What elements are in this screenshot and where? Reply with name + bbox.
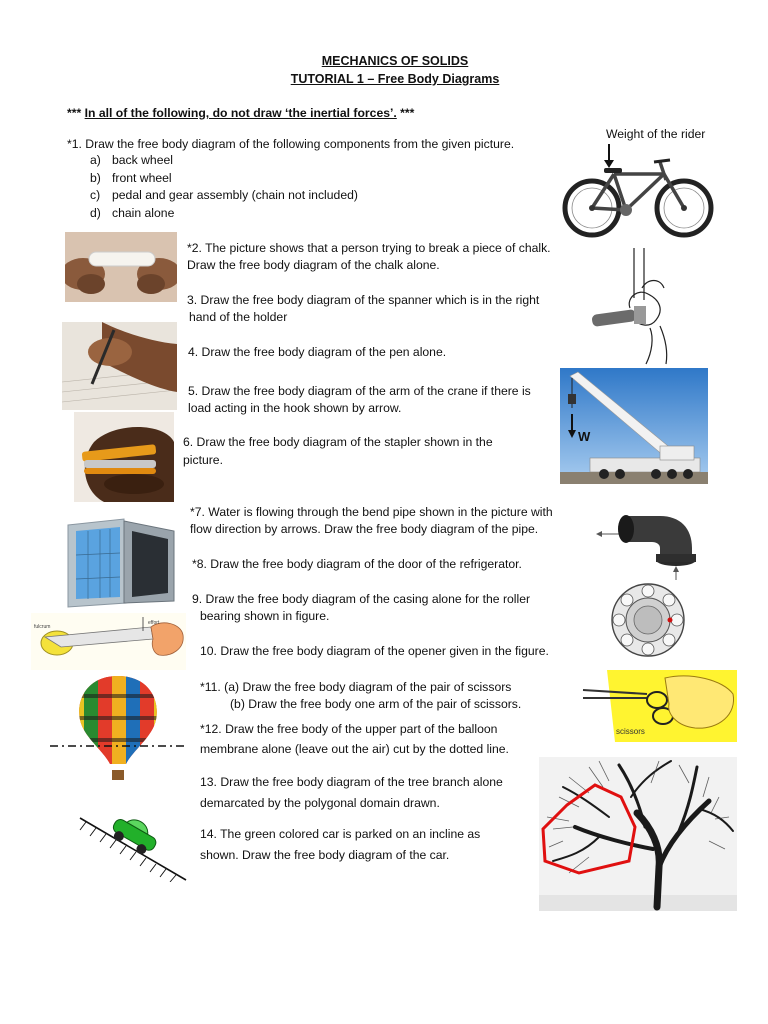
scissors-image (573, 670, 737, 742)
bicycle-image (556, 140, 718, 238)
q1-item-text: front wheel (112, 171, 172, 185)
chalk-image (65, 232, 177, 302)
page-subtitle: TUTORIAL 1 – Free Body Diagrams (290, 72, 500, 86)
question-14-line-1: 14. The green colored car is parked on an incline as (200, 827, 481, 841)
scissors-label: scissors (616, 727, 645, 736)
q1-item-c (90, 187, 358, 204)
car-on-incline-image (78, 812, 188, 882)
question-5-line-2: load acting in the hook shown by arrow. (188, 401, 402, 415)
crane-image (560, 368, 708, 484)
note-text: In all of the following, do not draw ‘the inertial forces’. (84, 106, 397, 120)
crane-load-label: W (578, 429, 591, 444)
question-10: 10. Draw the free body diagram of the opener given in the figure. (200, 644, 549, 658)
question-7-line-1: *7. Water is flowing through the bend pipe shown in the picture with (190, 505, 553, 519)
question-13-line-2: demarcated by the polygonal domain drawn. (200, 796, 440, 810)
question-13-line-1: 13. Draw the free body diagram of the tree branch alone (200, 775, 503, 789)
question-11-line-1: *11. (a) Draw the free body diagram of the pair of scissors (200, 680, 512, 694)
question-14-line-2: shown. Draw the free body diagram of the car. (200, 848, 450, 862)
question-9-line-2: bearing shown in figure. (200, 609, 330, 623)
question-6-line-2: picture. (183, 453, 223, 467)
hot-air-balloon-image (50, 674, 186, 786)
refrigerator-image (64, 517, 182, 611)
instruction-note (67, 105, 414, 122)
q1-item-text: chain alone (112, 206, 175, 220)
stapler-image (74, 412, 174, 502)
q1-marker: d) (90, 206, 101, 220)
q1-marker: b) (90, 171, 101, 185)
q1-item-text: back wheel (112, 153, 173, 167)
q1-marker: c) (90, 188, 101, 202)
note-prefix: *** (67, 106, 82, 120)
question-9-line-1: 9. Draw the free body diagram of the casing alone for the roller (192, 592, 531, 606)
question-4: 4. Draw the free body diagram of the pen alone. (188, 345, 447, 359)
question-6-line-1: 6. Draw the free body diagram of the stapler shown in the (183, 435, 493, 449)
note-suffix: *** (400, 106, 415, 120)
q1-marker: a) (90, 153, 101, 167)
q1-item-d (90, 205, 174, 222)
pen-image (62, 322, 177, 410)
question-5-line-1: 5. Draw the free body diagram of the arm of the crane if there is (188, 384, 531, 398)
question-3-line-1: 3. Draw the free body diagram of the spanner which is in the right (187, 293, 540, 307)
question-11-line-2: (b) Draw the free body one arm of the pair of scissors. (230, 697, 522, 711)
q1-item-b (90, 170, 172, 187)
tree-image (539, 757, 737, 911)
bent-pipe-image (594, 494, 710, 580)
question-2-line-2: Draw the free body diagram of the chalk alone. (187, 258, 440, 272)
page-title: MECHANICS OF SOLIDS (321, 54, 469, 68)
opener-fulcrum-label: fulcrum (34, 624, 51, 630)
q1-item-text: pedal and gear assembly (chain not included) (112, 188, 358, 202)
spanner-image (590, 248, 682, 366)
bike-label: Weight of the rider (606, 127, 706, 141)
question-2-line-1: *2. The picture shows that a person trying to break a piece of chalk. (187, 241, 551, 255)
question-8: *8. Draw the free body diagram of the door of the refrigerator. (192, 557, 522, 571)
question-12-line-1: *12. Draw the free body of the upper part of the balloon (200, 722, 498, 736)
question-1: *1. Draw the free body diagram of the following components from the given picture. (67, 137, 515, 151)
q1-item-a (90, 152, 173, 169)
question-7-line-2: flow direction by arrows. Draw the free body diagram of the pipe. (190, 522, 539, 536)
opener-image (31, 613, 186, 670)
roller-bearing-image (610, 580, 686, 660)
question-12-line-2: membrane alone (leave out the air) cut by the dotted line. (200, 742, 509, 756)
opener-effort-label: effort (148, 620, 160, 626)
question-3-line-2: hand of the holder (189, 310, 288, 324)
